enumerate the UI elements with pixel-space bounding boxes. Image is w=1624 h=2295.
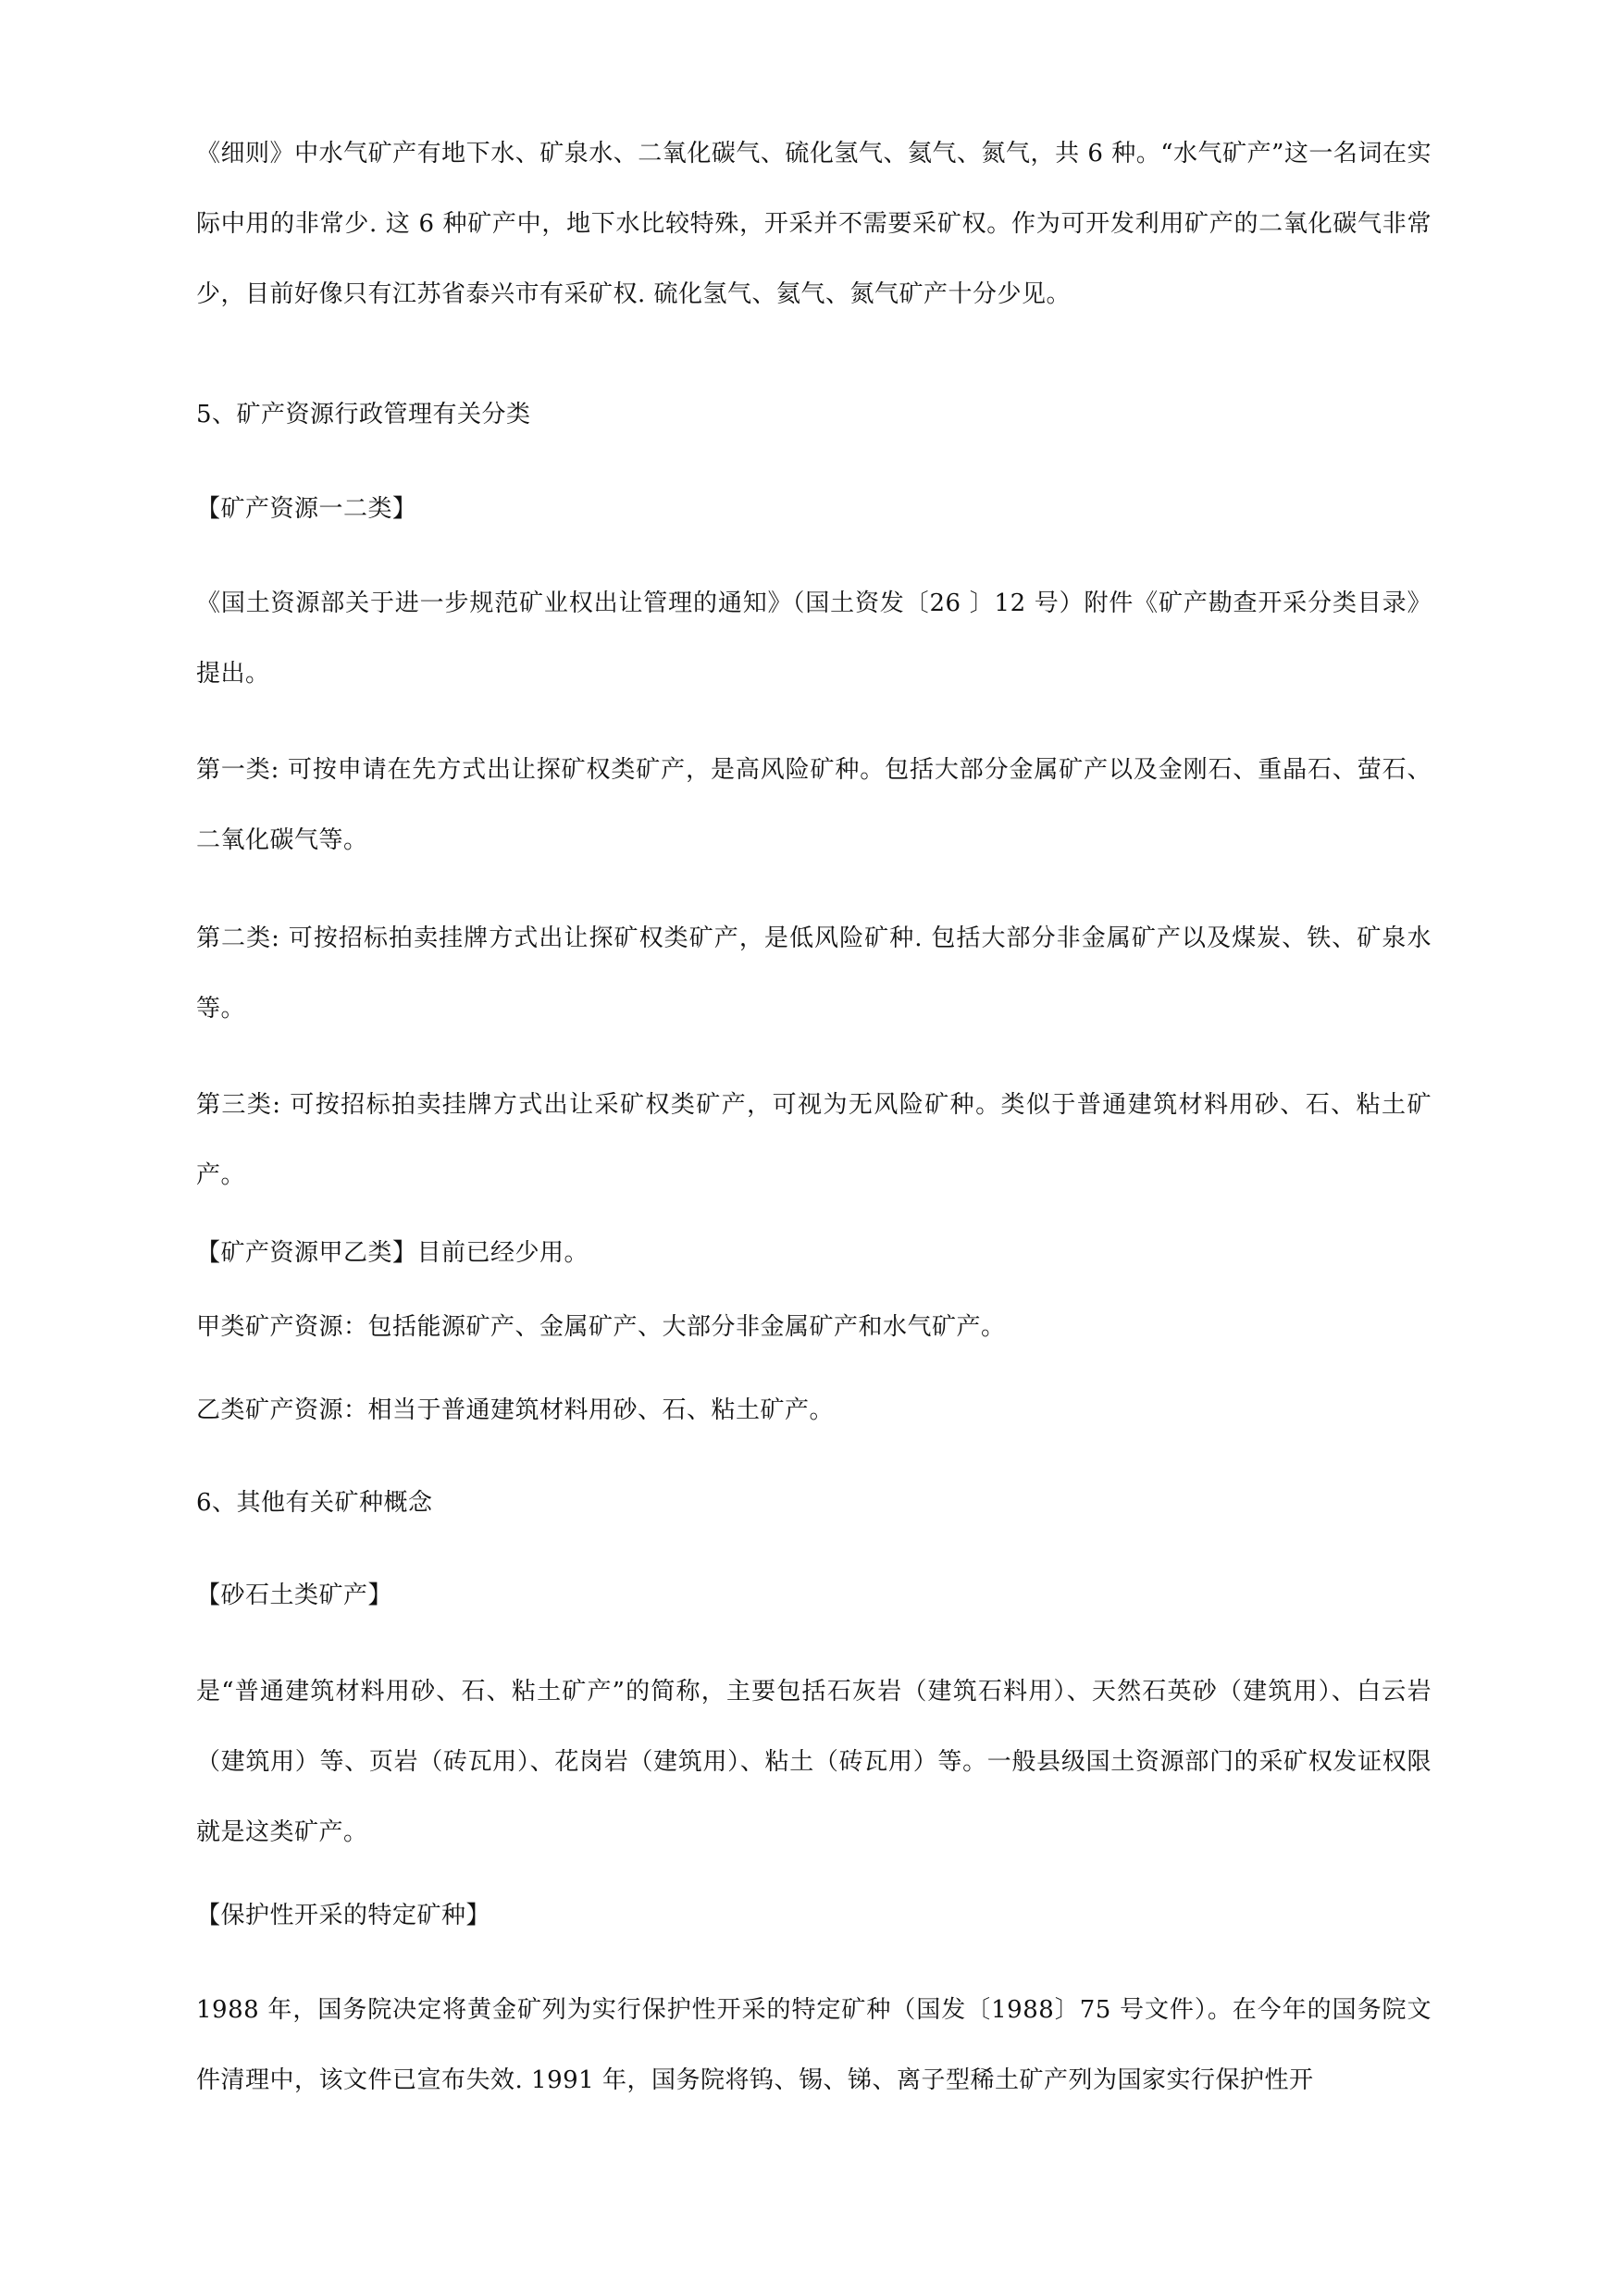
paragraph-class-one: 第一类: 可按申请在先方式出让探矿权类矿产，是高风险矿种。包括大部分金属矿产以及金刚石、重晶石、萤石、二氧化碳气等。: [196, 756, 1432, 854]
paragraph-water-gas-minerals: 《细则》中水气矿产有地下水、矿泉水、二氧化碳气、硫化氢气、氦气、氮气，共 6 种。“水气矿产”这一名词在实际中用的非常少. 这 6 种矿产中，地下水比较特殊，开采并不需要采矿权。作为可开发利用矿产的二氧化碳气非常少，目前好像只有江苏省泰兴市有采矿权. 硫化氢气、氦气、氮气矿产十分少见。: [196, 140, 1432, 308]
paragraph-notice-reference: 《国土资源部关于进一步规范矿业权出让管理的通知》（国土资发〔26 〕12 号）附件《矿产勘查开采分类目录》提出。: [196, 589, 1432, 688]
paragraph-sand-stone-clay: 是“普通建筑材料用砂、石、粘土矿产”的简称，主要包括石灰岩（建筑石料用）、天然石英砂（建筑用）、白云岩（建筑用）等、页岩（砖瓦用）、花岗岩（建筑用）、粘土（砖瓦用）等。一般县级国土资源部门的采矿权发证权限就是这类矿产。: [196, 1678, 1432, 1846]
subheading-protected-minerals: 【保护性开采的特定矿种】: [196, 1902, 491, 1929]
section-heading-5: 5、矿产资源行政管理有关分类: [196, 401, 531, 428]
paragraph-class-two: 第二类: 可按招标拍卖挂牌方式出让探矿权类矿产，是低风险矿种. 包括大部分非金属矿产以及煤炭、铁、矿泉水等。: [196, 924, 1432, 1023]
subheading-class-a-b: 【矿产资源甲乙类】目前已经少用。: [196, 1239, 589, 1267]
paragraph-protected-minerals: 1988 年，国务院决定将黄金矿列为实行保护性开采的特定矿种（国发〔1988〕75 号文件）。在今年的国务院文件清理中，该文件已宣布失效. 1991 年，国务院将钨、锡、锑、离子型稀土矿产列为国家实行保护性开: [196, 1996, 1432, 2094]
subheading-sand-stone-clay: 【砂石土类矿产】: [196, 1582, 393, 1609]
subheading-class-one-two: 【矿产资源一二类】: [196, 495, 417, 523]
paragraph-class-b: 乙类矿产资源：相当于普通建筑材料用砂、石、粘土矿产。: [196, 1396, 835, 1424]
paragraph-class-three: 第三类: 可按招标拍卖挂牌方式出让采矿权类矿产，可视为无风险矿种。类似于普通建筑材料用砂、石、粘土矿产。: [196, 1091, 1432, 1189]
paragraph-class-a: 甲类矿产资源：包括能源矿产、金属矿产、大部分非金属矿产和水气矿产。: [196, 1313, 1006, 1341]
section-heading-6: 6、其他有关矿种概念: [196, 1489, 433, 1517]
